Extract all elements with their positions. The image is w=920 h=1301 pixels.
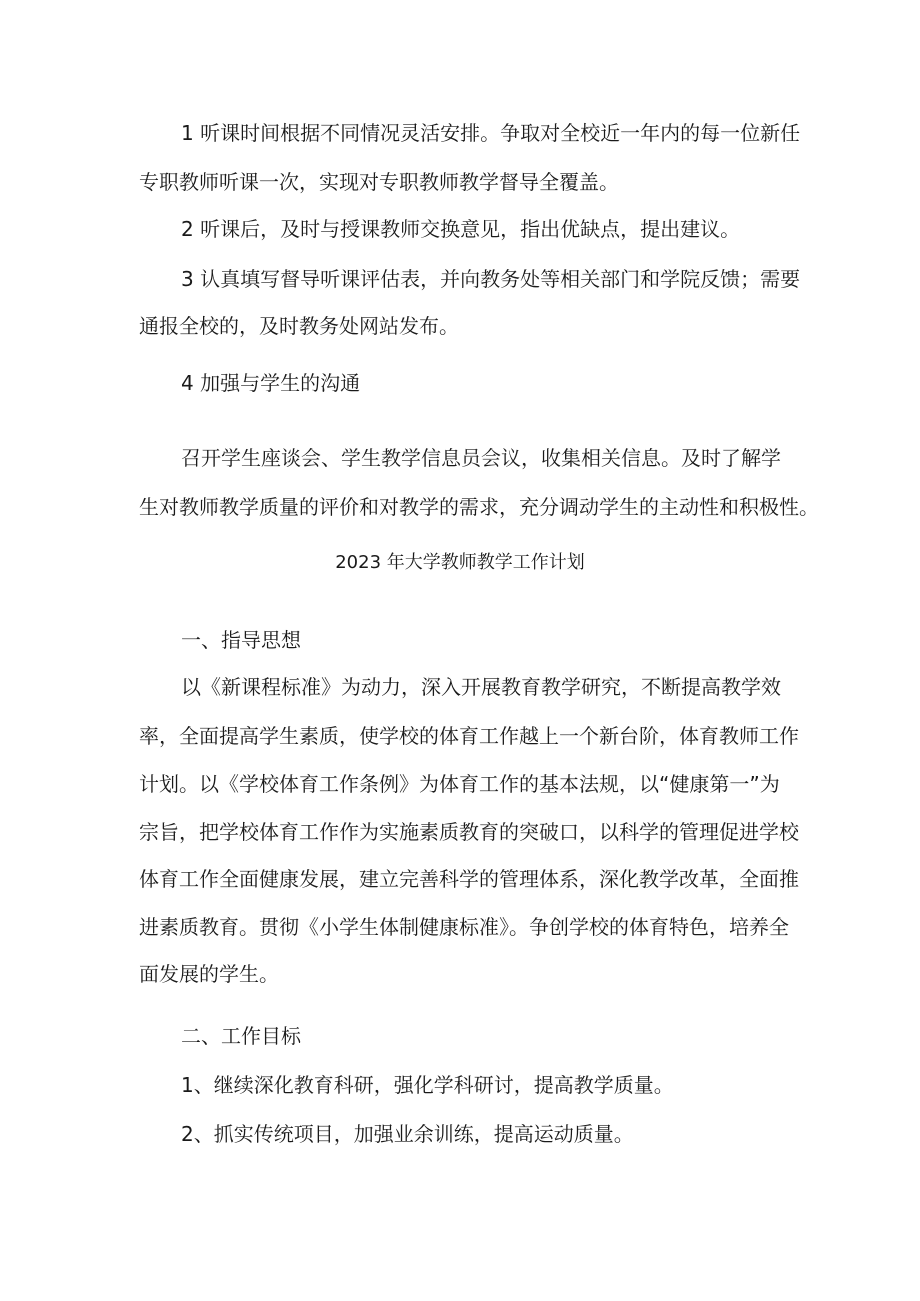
paragraph-line: 通报全校的，及时教务处网站发布。 [139,314,459,338]
paragraph-line: 召开学生座谈会、学生教学信息员会议，收集相关信息。及时了解学 [181,446,781,470]
paragraph-line: 计划。以《学校体育工作条例》为体育工作的基本法规，以“健康第一”为 [139,772,780,796]
paragraph-line: 率，全面提高学生素质，使学校的体育工作越上一个新台阶，体育教师工作 [139,724,799,748]
paragraph-line: 体育工作全面健康发展，建立完善科学的管理体系，深化教学改革，全面推 [139,867,799,891]
paragraph-line: 3 认真填写督导听课评估表，并向教务处等相关部门和学院反馈；需要 [181,267,801,291]
section-heading: 二、工作目标 [181,1024,301,1048]
list-item: 2、抓实传统项目，加强业余训练，提高运动质量。 [181,1122,634,1146]
section-heading: 一、指导思想 [181,628,301,652]
paragraph-line: 面发展的学生。 [139,962,279,986]
paragraph-line: 专职教师听课一次，实现对专职教师教学督导全覆盖。 [139,170,619,194]
paragraph-line: 进素质教育。贯彻《小学生体制健康标准》。争创学校的体育特色，培养全 [139,915,789,939]
paragraph-line: 宗旨，把学校体育工作作为实施素质教育的突破口，以科学的管理促进学校 [139,820,799,844]
paragraph-line: 以《新课程标准》为动力，深入开展教育教学研究，不断提高教学效 [181,675,781,699]
paragraph-line: 生对教师教学质量的评价和对教学的需求，充分调动学生的主动性和积极性。 [139,495,819,519]
list-item: 1、继续深化教育科研，强化学科研讨，提高教学质量。 [181,1073,674,1097]
section-heading: 4 加强与学生的沟通 [181,371,361,395]
paragraph-line: 2 听课后，及时与授课教师交换意见，指出优缺点，提出建议。 [181,217,741,241]
document-title: 2023 年大学教师教学工作计划 [335,552,585,573]
paragraph-line: 1 听课时间根据不同情况灵活安排。争取对全校近一年内的每一位新任 [181,121,801,145]
